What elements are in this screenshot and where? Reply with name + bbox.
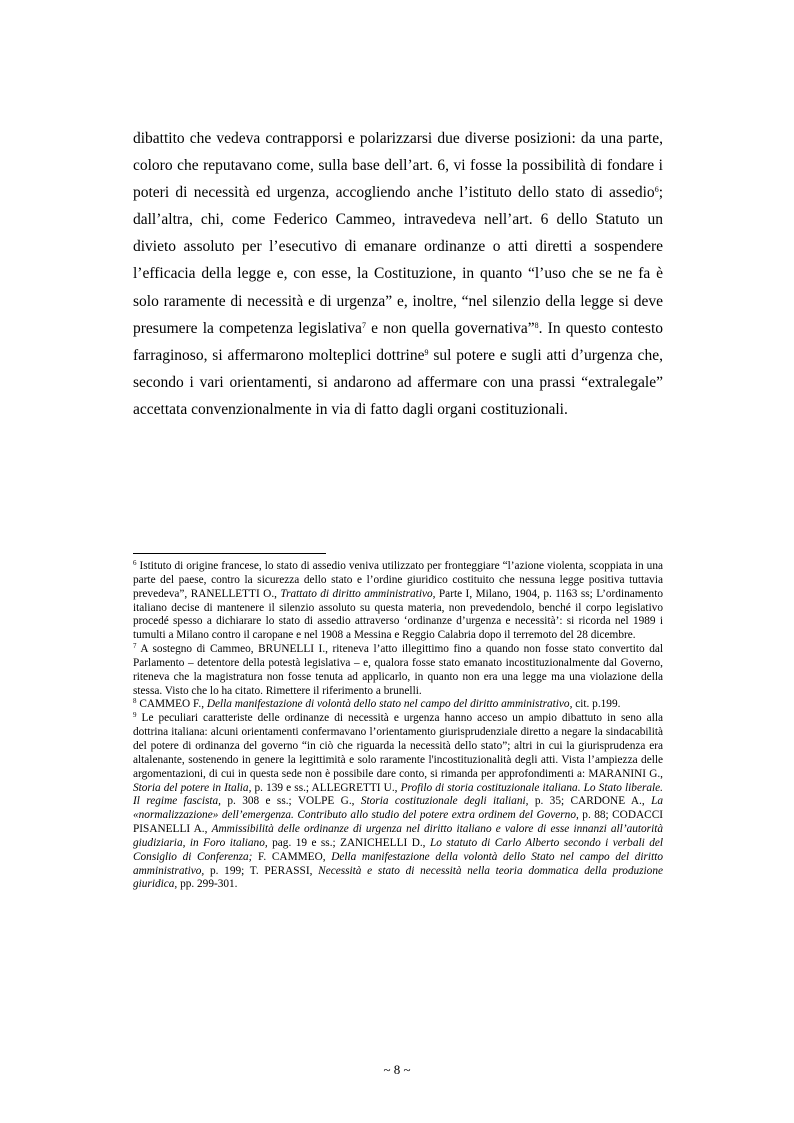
footnote-text: A sostegno di Cammeo, BRUNELLI I., riteneva l’atto illegittimo fino a quando non fosse stato convertito dal Parlamento – detentore della potestà legislativa – e, qualora fosse stato emanato incostituzionalmente dal Governo, riteneva che la magistratura non fosse tenuta ad applicarlo, in quanto non era una legge ma una violazione della stessa. Visto che lo ha citato. Rimettere il riferimento a brunelli. (133, 643, 663, 697)
footnote-title: Lo statuto di Carlo Alberto secondo i verbali del Consiglio di Conferenza; (133, 836, 663, 863)
footnote-ref-8[interactable]: 8 (534, 320, 539, 330)
footnote-9 (133, 712, 663, 892)
footnote-8 (133, 698, 663, 712)
footnote-text: p. 88; CODACCI PISANELLI A., (133, 809, 663, 836)
footnote-text: cit. p.199. (572, 698, 621, 711)
body-text-5: sul potere e sugli atti d’urgenza che, secondo i vari orientamenti, si andarono ad affermare con una prassi “extralegale” accettata convenzionalmente in via di fatto dagli organi costituzionali. (133, 346, 663, 418)
footnote-title: Ammissibilità delle ordinanze di urgenza nel diritto italiano e valore di esse innanzi all’autorità giudiziaria, in Foro italiano, (133, 823, 663, 849)
footnote-title: La «normalizzazione» dell’emergenza. Contributo allo studio del potere extra ordinem del Governo, (133, 795, 663, 822)
footnote-title: Profilo di storia costituzionale italiana. Lo Stato liberale. Il regime fascista, (133, 781, 663, 808)
footnote-title: Necessità e stato di necessità nella teoria dommatica della produzione giuridica, (133, 864, 663, 891)
footnote-text: p. 139 e ss.; ALLEGRETTI U., (251, 781, 401, 794)
body-text-2: ; dall’altra, chi, come Federico Cammeo, intravedeva nell’art. 6 dello Statuto un divieto assoluto per l’esecutivo di emanare ordinanze o atti diretti a sospendere l’efficacia della legge e, con esse, la Costituzione, in quanto “l’uso che se ne fa è solo raramente di necessità e di urgenza” e, inoltre, “nel silenzio della legge si deve presumere la competenza legislativa (133, 184, 663, 337)
footnote-title: Trattato di diritto amministrativo, (280, 587, 436, 600)
footnote-title: Storia costituzionale degli italiani, (360, 795, 529, 808)
footnote-separator (133, 553, 326, 554)
footnote-text: Istituto di origine francese, lo stato di assedio veniva utilizzato per fronteggiare “l’azione violenta, scoppiata in una parte del paese, contro la sicurezza dello stato e l’ordine giuridico costituito che nessuna legge positiva tuttavia prevedeva”, RANELLETTI O., (133, 560, 663, 600)
footnote-text: Le peculiari caratteriste delle ordinanze di necessità e urgenza hanno acceso un ampio dibattuto in seno alla dottrina italiana: alcuni orientamenti confermavano l’orientamento giurisprudenziale diretto a negare la sindacabilità del potere di ordinanza del governo “in ciò che riguarda la necessità dello stato”; altri in cui la giurisprudenza era altalenante, sostenendo in genere la legittimità e solo raramente l'incostituzionalità degli atti. Vista l’ampiezza delle argomentazioni, di cui in questa sede non è possibile dare conto, si rimanda per approfondimenti a: MARANINI G., (133, 712, 663, 780)
footnote-text: Parte I, Milano, 1904, p. 1163 ss; L’ordinamento italiano decise di mantenere il silenzio assoluto su questa materia, non prevedendolo, benché il corpo legislativo procedé spesso a dichiarare lo stato di assedio attraverso ‘ordinanze d’urgenza e necessità’: si ricorda nel 1989 i tumulti a Milano contro il caropane e nel 1908 a Messina e Reggio Calabria dopo il terremoto del 28 dicembre. (133, 587, 663, 642)
footnote-text: pp. 299-301. (177, 878, 238, 891)
footnote-text: F. CAMMEO, (252, 850, 332, 863)
body-text-4: . In questo contesto farraginoso, si affermarono molteplici dottrine (133, 319, 664, 364)
footnote-text: p. 199; T. PERASSI, (204, 864, 319, 877)
footnote-ref-6[interactable]: 6 (654, 185, 659, 195)
footnotes (133, 560, 663, 892)
footnote-ref-7[interactable]: 7 (361, 320, 366, 330)
page-number: ~ 8 ~ (383, 1062, 411, 1077)
footnote-text: CAMMEO F., (136, 698, 207, 711)
footnote-number: 7 (133, 642, 137, 651)
footnote-6 (133, 560, 663, 643)
footnote-7 (133, 643, 663, 698)
footnote-text: p. 35; CARDONE A., (528, 795, 652, 808)
footnote-number: 8 (133, 697, 137, 706)
footnote-number: 6 (133, 559, 137, 567)
footnote-title: Della manifestazione della volontà dello Stato nel campo del diritto amministrativo, (133, 850, 663, 877)
footnote-title: Storia del potere in Italia, (133, 781, 252, 794)
footnote-title: Della manifestazione di volontà dello stato nel campo del diritto amministrativo, (206, 698, 573, 711)
body-text-1: dibattito che vedeva contrapporsi e polarizzarsi due diverse posizioni: da una parte, coloro che reputavano come, sulla base dell’art. 6, vi fosse la possibilità di fondare i poteri di necessità ed urgenza, accogliendo anche l’istituto dello stato di assedio (133, 130, 663, 202)
body-paragraph (133, 125, 663, 423)
footnote-text: p. 308 e ss.; VOLPE G., (220, 795, 361, 808)
footnote-text: pag. 19 e ss.; ZANICHELLI D., (267, 836, 430, 849)
footnote-ref-9[interactable]: 9 (424, 347, 429, 357)
footnote-number: 9 (133, 711, 137, 720)
body-text-3: e non quella governativa” (365, 319, 535, 337)
